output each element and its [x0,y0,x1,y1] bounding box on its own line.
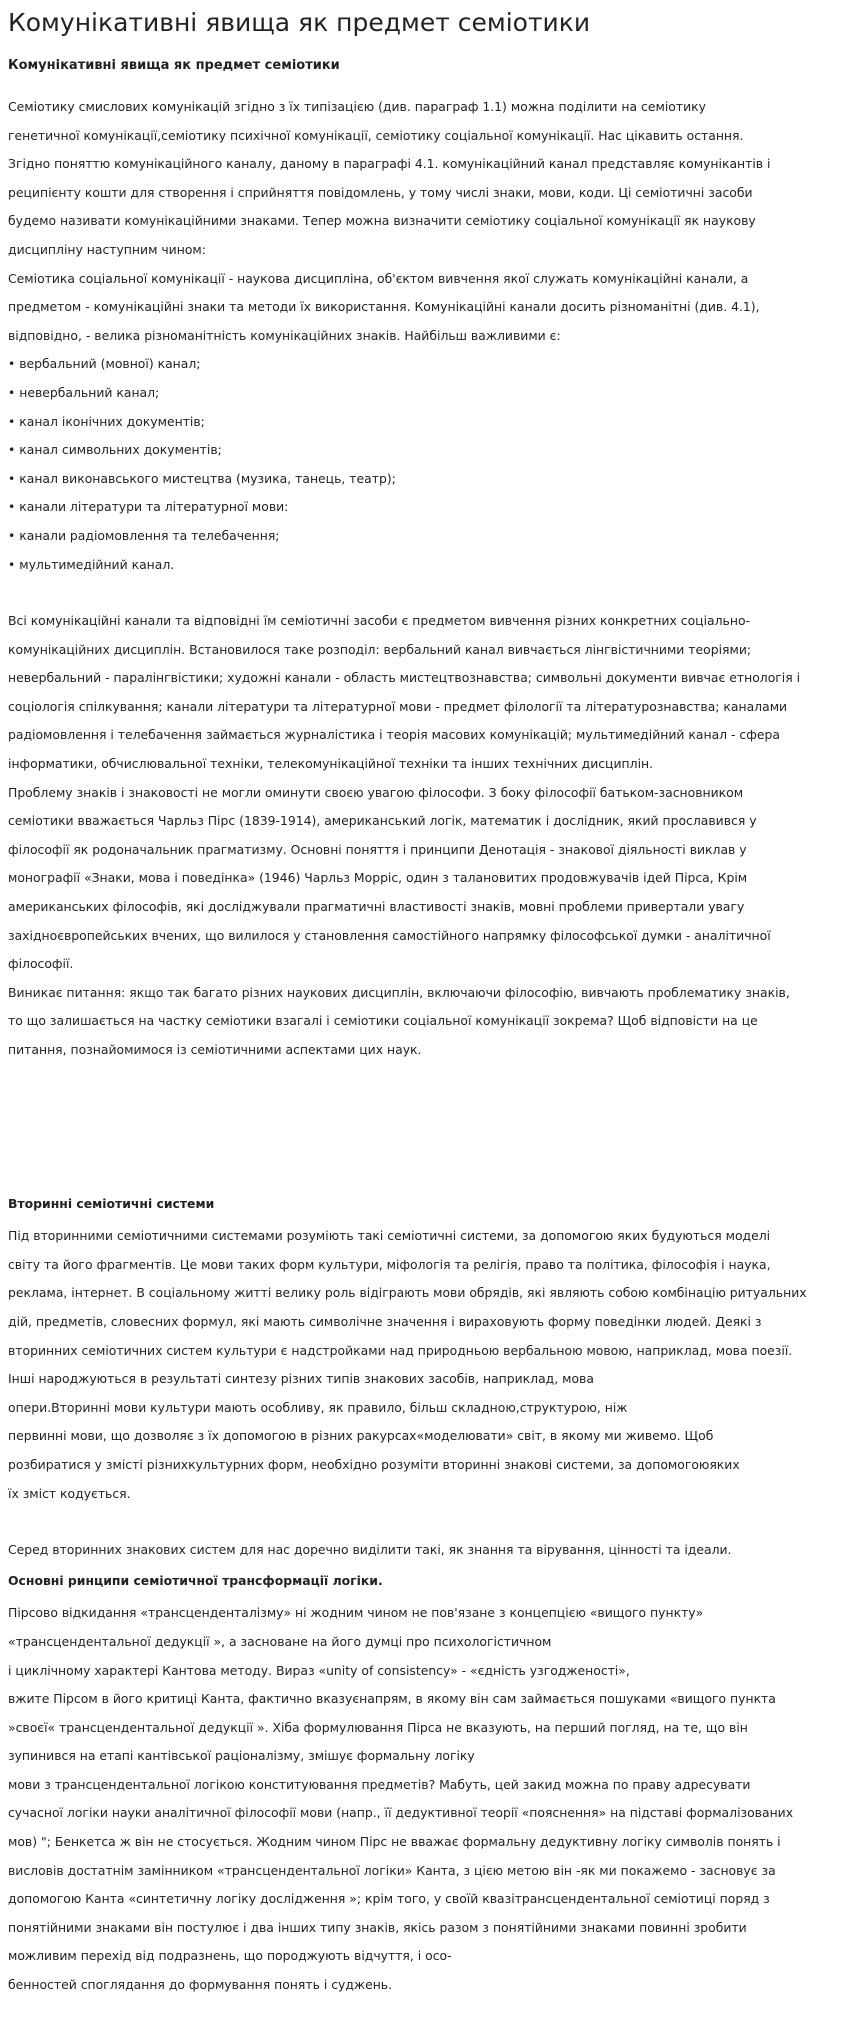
section-intro [8,93,839,579]
section-logic-principles [8,1599,839,1999]
text-line: комунікаційних дисциплін. Встановилося таке розподіл: вербальний канал вивчається лінгвістичними теоріями; [8,641,752,657]
text-line: питання, познайомимося із семіотичними аспектами цих наук. [8,1042,422,1057]
text-line: бенностей споглядання до формування понять і суджень. [8,1977,393,1993]
text-line: висловів достатнім замінником «трансцендентальної логіки» Канта, з цією метою він -як ми покажемо - засновує за [8,1862,776,1878]
spacer [8,1065,839,1186]
text-line: • канали радіомовлення та телебачення; [8,527,280,543]
text-line: Інші народжуються в результаті синтезу різних типів знакових засобів, наприклад, мова [8,1371,594,1387]
secondary-systems-heading: Вторинні семіотичні системи [8,1195,215,1211]
text-line: інформатики, обчислювальної техніки, телекомунікаційної техніки та інших технічних дисциплін. [8,756,654,772]
section-channels-and-philosophy [8,607,839,1065]
text-line: монографії «Знаки, мова і поведінка» (1946) Чарльз Морріс, один з талановитих продовжувачів ідей Пірса, Крім [8,870,748,886]
text-line: • канал символьних документів; [8,442,222,458]
text-line: первинні мови, що дозволяє з їх допомогою в різних ракурсах«моделювати» світ, в якому ми живемо. Щоб [8,1428,714,1444]
text-line: сучасної логіки науки аналітичної філософії мови (напр., її дедуктивної теорії «пояснення» на підставі формалізованих [8,1805,794,1821]
section-secondary-systems [8,1222,839,1508]
text-line: допомогою Канта «синтетичну логіку дослідження »; крім того, у своїй квазітрансцендентальної семіотиці поряд з [8,1891,770,1907]
text-line: • канали літератури та літературної мови: [8,499,289,515]
text-line: соціологія спілкування; канали літератури та літературної мови - предмет філології та літературознавства; каналами [8,698,788,714]
text-line: західноєвропейських вчених, що вилилося у становлення самостійного напрямку філософської думки - аналітичної [8,927,771,943]
text-line: «трансцендентальної дедукції », а засноване на його думці про психологістичном [8,1633,552,1649]
text-line: будемо називати комунікаційними знаками. Тепер можна визначити семіотику соціальної комунікації як наукову [8,213,756,229]
text-line: • канал іконічних документів; [8,413,205,429]
text-line: реципієнту кошти для створення і сприйняття повідомлень, у тому числі знаки, мови, коди. Ці семіотичні засоби [8,184,753,200]
text-line: то що залишається на частку семіотики взагалі і семіотики соціальної комунікації зокрема? Щоб відповісти на це [8,1013,758,1029]
text-line: невербальний - паралінгвістики; художні канали - область мистецтвознавства; символьні документи вивчає етнологія і [8,670,801,686]
text-line: Згідно поняттю комунікаційного каналу, даному в параграфі 4.1. комунікаційний канал представляє комунікантів і [8,156,771,172]
closing-line: Серед вторинних знакових систем для нас доречно виділити такі, як знання та вірування, цінності та ідеали. [8,1542,732,1558]
text-line: • мультимедійний канал. [8,556,175,572]
text-line: Пірсово відкидання «трансценденталізму» ні жодним чином не пов'язане з концепцією «вищого пункту» [8,1605,704,1621]
text-line: розбиратися у змісті різнихкультурних форм, необхідно розуміти вторинні знакові системи, за допомогоюяких [8,1456,740,1472]
text-line: американських філософів, які досліджували прагматичні властивості знаків, мовні проблеми привертали увагу [8,899,745,915]
logic-principles-heading: Основні ринципи семіотичної трансформації логіки. [8,1572,383,1588]
text-line: Всі комунікаційні канали та відповідні їм семіотичні засоби є предметом вивчення різних конкретних соціально- [8,613,750,629]
text-line: Під вторинними семіотичними системами розуміють такі семіотичні системи, за допомогою яких будуються моделі [8,1228,771,1244]
text-line: генетичної комунікації,семіотику психічної комунікації, семіотику соціальної комунікації. Нас цікавить остання. [8,127,744,143]
text-line: світу та його фрагментів. Це мови таких форм культури, міфологія та релігія, право та політика, філософія і наука, [8,1256,771,1272]
text-line: опери.Вторинні мови культури мають особливу, як правило, більш складною,структурою, ніж [8,1399,628,1415]
text-line: семіотики вважається Чарльз Пірс (1839-1914), американський логік, математик і дослідник, який прославився у [8,813,757,829]
text-line: мови з трансцендентальної логікою конституювання предметів? Мабуть, цей закид можна по праву адресувати [8,1776,751,1792]
text-line: Виникає питання: якщо так багато різних наукових дисциплін, включаючи філософію, вивчають проблематику знаків, [8,984,790,1000]
text-line: відповідно, - велика різноманітність комунікаційних знаків. Найбільш важливими є: [8,327,561,343]
secondary-systems-closing [8,1536,839,1565]
page-title: Комунікативні явища як предмет семіотики [8,8,591,37]
text-line: • канал виконавського мистецтва (музика, танець, театр); [8,470,396,486]
text-line: вжите Пірсом в його критиці Канта, фактично вказуєнапрям, в якому він сам займається пошуками «вищого пункта [8,1691,776,1707]
text-line: »своєї« трансцендентальної дедукції ». Хіба формулювання Пірса не вказують, на перший погляд, на те, що він [8,1719,748,1735]
text-line: Проблему знаків і знаковості не могли оминути своєю увагою філософи. З боку філософії батьком-засновником [8,784,744,800]
spacer [8,579,839,607]
text-line: можливим перехід від подразнень, що породжують відчуття, і осо- [8,1948,452,1964]
spacer [8,1508,839,1536]
text-line: • вербальний (мовної) канал; [8,356,201,372]
text-line: дисципліну наступним чином: [8,241,206,257]
text-line: мов) "; Бенкетса ж він не стосується. Жодним чином Пірс не вважає формальну дедуктивну логіку символів понять і [8,1834,781,1850]
text-line: понятійними знаками він постулює і два інших типу знаків, якісь разом з понятійними знаками повинні зробити [8,1919,747,1935]
text-line: філософії як родоначальник прагматизму. Основні поняття і принципи Денотація - знакової діяльності виклав у [8,841,747,857]
text-line: радіомовлення і телебачення займається журналістика і теорія масових комунікацій; мультимедійний канал - сфера [8,727,780,743]
text-line: реклама, інтернет. В соціальному житті велику роль відіграють мови обрядів, які являють собою комбінацію ритуальних [8,1285,807,1301]
text-line: філософії. [8,956,74,972]
text-line: Семіотику смислових комунікацій згідно з їх типізацією (див. параграф 1.1) можна поділити на семіотику [8,99,706,114]
text-line: дій, предметів, словесних формул, які мають символічне значення і вираховують форму поведінки людей. Деякі з [8,1313,762,1329]
text-line: вторинних семіотичних систем культури є надстройками над природньою вербальною мовою, наприклад, мова поезії. [8,1342,793,1358]
text-line: зупинився на етапі кантівської раціоналізму, змішує формальну логіку [8,1748,475,1764]
text-line: їх зміст кодується. [8,1485,131,1501]
text-line: предметом - комунікаційні знаки та методи їх використання. Комунікаційні канали досить різноманітні (див. 4.1), [8,299,760,315]
text-line: • невербальний канал; [8,384,160,400]
text-line: і циклічному характері Кантова методу. Вираз «unity of consistency» - «єдність узгодженості», [8,1662,630,1678]
text-line: Семіотика соціальної комунікації - наукова дисципліна, об'єктом вивчення якої служать комунікаційні канали, а [8,270,749,286]
article-heading: Комунікативні явища як предмет семіотики [8,58,340,73]
